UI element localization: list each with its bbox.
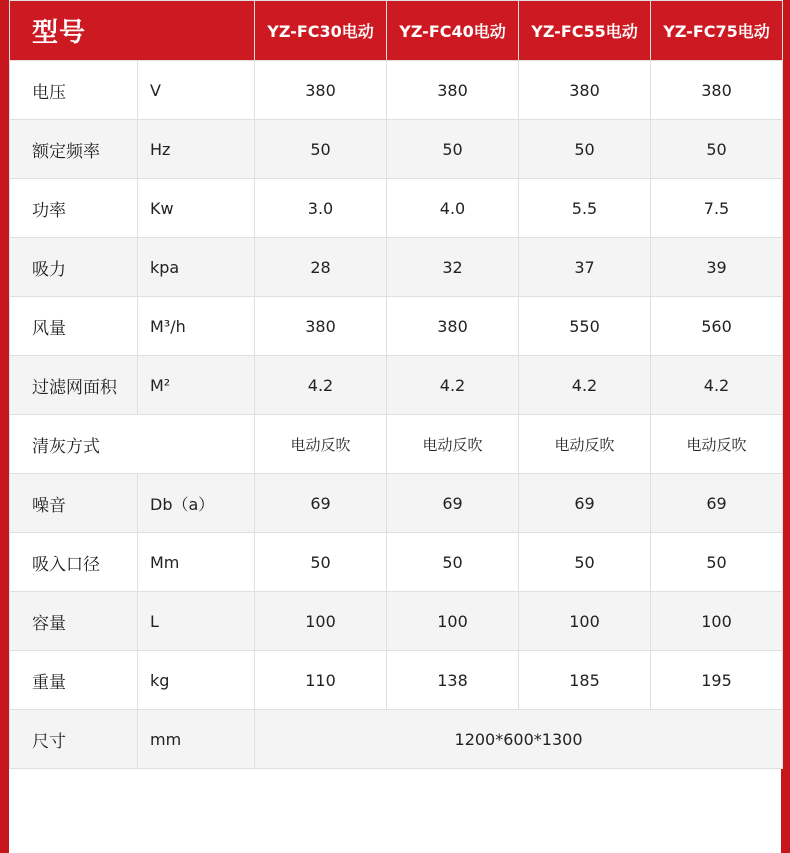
row-value: 138 xyxy=(387,651,519,710)
row-value: 69 xyxy=(651,474,783,533)
header-title: 型号 xyxy=(10,1,255,61)
row-unit: L xyxy=(138,592,255,651)
row-value: 4.2 xyxy=(519,356,651,415)
row-value: 185 xyxy=(519,651,651,710)
row-value: 560 xyxy=(651,297,783,356)
row-value: 7.5 xyxy=(651,179,783,238)
row-value-merged: 1200*600*1300 xyxy=(255,710,783,769)
row-value: 380 xyxy=(255,61,387,120)
header-model-2: YZ-FC40电动 xyxy=(387,1,519,61)
row-value: 电动反吹 xyxy=(651,415,783,474)
row-value: 3.0 xyxy=(255,179,387,238)
row-value: 50 xyxy=(651,533,783,592)
row-label: 额定频率 xyxy=(10,120,138,179)
table-row xyxy=(10,179,783,238)
row-label: 风量 xyxy=(10,297,138,356)
table-row xyxy=(10,356,783,415)
row-value: 50 xyxy=(651,120,783,179)
row-value: 32 xyxy=(387,238,519,297)
row-value: 电动反吹 xyxy=(255,415,387,474)
row-unit: Hz xyxy=(138,120,255,179)
row-value: 100 xyxy=(519,592,651,651)
row-unit: Mm xyxy=(138,533,255,592)
row-label: 清灰方式 xyxy=(10,415,255,474)
row-label: 功率 xyxy=(10,179,138,238)
header-row xyxy=(10,1,783,61)
row-value: 4.2 xyxy=(255,356,387,415)
row-label: 电压 xyxy=(10,61,138,120)
row-unit: Db（a） xyxy=(138,474,255,533)
bottom-spacer xyxy=(9,769,781,809)
row-value: 4.2 xyxy=(651,356,783,415)
row-unit: mm xyxy=(138,710,255,769)
row-value: 380 xyxy=(387,297,519,356)
row-unit: M² xyxy=(138,356,255,415)
row-unit: kg xyxy=(138,651,255,710)
table-row xyxy=(10,651,783,710)
row-unit: V xyxy=(138,61,255,120)
row-unit: Kw xyxy=(138,179,255,238)
row-value: 50 xyxy=(387,120,519,179)
row-label: 容量 xyxy=(10,592,138,651)
row-value: 50 xyxy=(255,533,387,592)
table-row xyxy=(10,474,783,533)
row-value: 380 xyxy=(651,61,783,120)
table-body xyxy=(10,61,783,769)
header-model-1: YZ-FC30电动 xyxy=(255,1,387,61)
header-model-3: YZ-FC55电动 xyxy=(519,1,651,61)
table-row xyxy=(10,592,783,651)
row-value: 550 xyxy=(519,297,651,356)
row-value: 50 xyxy=(519,120,651,179)
specification-table xyxy=(9,0,783,769)
row-value: 5.5 xyxy=(519,179,651,238)
row-value: 100 xyxy=(255,592,387,651)
table-row xyxy=(10,238,783,297)
table-row-dimensions xyxy=(10,710,783,769)
table-row xyxy=(10,415,783,474)
table-row xyxy=(10,297,783,356)
row-value: 380 xyxy=(519,61,651,120)
table-row xyxy=(10,61,783,120)
row-value: 195 xyxy=(651,651,783,710)
row-label: 噪音 xyxy=(10,474,138,533)
table-header xyxy=(10,1,783,61)
header-model-4: YZ-FC75电动 xyxy=(651,1,783,61)
row-value: 4.2 xyxy=(387,356,519,415)
row-value: 69 xyxy=(387,474,519,533)
row-value: 50 xyxy=(255,120,387,179)
row-value: 110 xyxy=(255,651,387,710)
row-value: 电动反吹 xyxy=(387,415,519,474)
row-value: 69 xyxy=(519,474,651,533)
row-value: 50 xyxy=(387,533,519,592)
table-row xyxy=(10,533,783,592)
row-value: 69 xyxy=(255,474,387,533)
row-label: 尺寸 xyxy=(10,710,138,769)
row-value: 380 xyxy=(387,61,519,120)
row-label: 吸入口径 xyxy=(10,533,138,592)
table-row xyxy=(10,120,783,179)
row-unit: M³/h xyxy=(138,297,255,356)
row-value: 39 xyxy=(651,238,783,297)
row-value: 100 xyxy=(387,592,519,651)
row-value: 100 xyxy=(651,592,783,651)
row-value: 380 xyxy=(255,297,387,356)
row-unit: kpa xyxy=(138,238,255,297)
row-value: 50 xyxy=(519,533,651,592)
row-value: 28 xyxy=(255,238,387,297)
row-value: 4.0 xyxy=(387,179,519,238)
row-label: 重量 xyxy=(10,651,138,710)
row-label: 过滤网面积 xyxy=(10,356,138,415)
row-value: 37 xyxy=(519,238,651,297)
row-label: 吸力 xyxy=(10,238,138,297)
row-value: 电动反吹 xyxy=(519,415,651,474)
